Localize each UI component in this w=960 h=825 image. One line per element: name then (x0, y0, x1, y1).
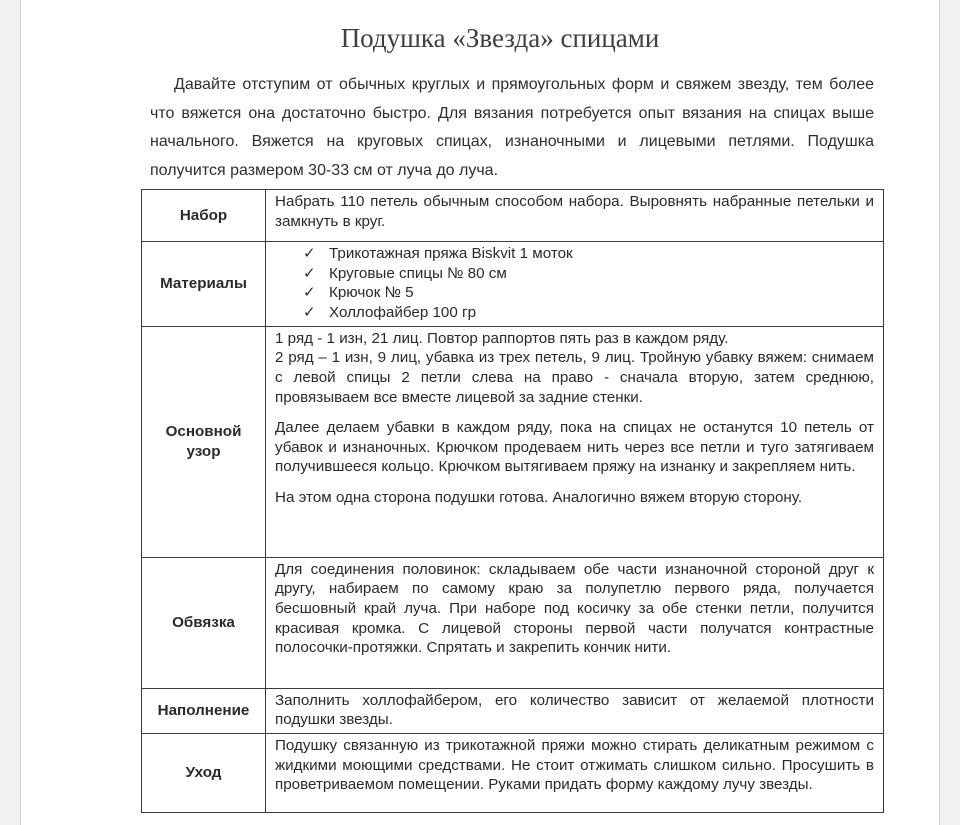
intro-paragraph: Давайте отступим от обычных круглых и прямоугольных форм и свяжем звезду, тем более что вяжется она достаточно быстро. Для вязания потребуется опыт вязания на спицах выше начального. Вяжется на круговых спицах, изнаночными и лицевыми петлями. Подушка получится размером 30-33 см от луча до луча. (150, 76, 874, 179)
row-label-materials: Материалы (142, 242, 266, 327)
material-item: Трикотажная пряжа Biskvit 1 моток (329, 245, 573, 262)
pattern-row-2: 2 ряд – 1 изн, 9 лиц, убавка из трех петель, 9 лиц. Тройную убавку вяжем: снимаем с левой спицы 2 петли слева на право - сначала вторую, затем среднюю, провязываем все вместе лицевой за задние стенки. (275, 349, 874, 406)
table-row-materials (142, 242, 884, 327)
material-item: Крючок № 5 (329, 284, 414, 302)
row-content-pattern (266, 326, 884, 557)
row-content-binding: Для соединения половинок: складываем обе части изнаночной стороной друг к другу, набираем по самому краю за полупетлю первого ряда, получается бесшовный край луча. При наборе под косичку за обе стенки петли, получится красивая кромка. С лицевой стороны первой части получатся контрастные полосочки-протяжки. Спрятать и закрепить кончик нити. (266, 557, 884, 688)
document-title: Подушка «Звезда» спицами (340, 23, 660, 53)
table-row-care (142, 734, 884, 813)
pattern-paragraph-2: Далее делаем убавки в каждом ряду, пока на спицах не останутся 10 петель от убавок и изнаночных. Крючком продеваем нить через все петли и туго затягиваем получившееся кольцо. Крючком вытягиваем пряжу на изнанку и закрепляем нить. (275, 419, 874, 476)
material-item: Круговые спицы № 80 см (329, 264, 507, 282)
table-row-pattern (142, 326, 884, 557)
page-edge-right (939, 0, 940, 825)
row-label-binding: Обвязка (142, 557, 266, 688)
materials-list (275, 244, 874, 323)
row-label-pattern: Основной узор (142, 326, 266, 557)
row-content-nabor: Набрать 110 петель обычным способом набора. Выровнять набранные петельки и замкнуть в круг. (266, 190, 884, 242)
table-row-binding (142, 557, 884, 688)
check-icon: ✓ (303, 283, 316, 302)
check-icon: ✓ (303, 303, 316, 322)
check-icon: ✓ (303, 244, 316, 262)
pattern-paragraph-3: На этом одна сторона подушки готова. Аналогично вяжем вторую сторону. (275, 488, 803, 506)
list-item (303, 283, 874, 303)
list-item (303, 303, 874, 323)
pattern-row-1: 1 ряд - 1 изн, 21 лиц. Повтор раппортов пять раз в каждом ряду. (275, 329, 729, 347)
material-item: Холлофайбер 100 гр (329, 304, 477, 322)
table-row-filling (142, 688, 884, 733)
recipe-table (141, 189, 884, 813)
row-content-filling: Заполнить холлофайбером, его количество зависит от желаемой плотности подушки звезды. (266, 688, 884, 733)
list-item (303, 244, 874, 264)
table-row-nabor (142, 190, 884, 242)
list-item (303, 264, 874, 284)
row-label-filling: Наполнение (142, 688, 266, 733)
row-content-materials (266, 242, 884, 327)
check-icon: ✓ (303, 263, 316, 282)
row-label-nabor: Набор (142, 190, 266, 242)
row-content-care: Подушку связанную из трикотажной пряжи можно стирать деликатным режимом с жидкими моющими средствами. Не стоит отжимать слишком сильно. Просушить в проветриваемом помещении. Руками придать форму каждому лучу звезды. (266, 734, 884, 813)
row-label-care: Уход (142, 734, 266, 813)
